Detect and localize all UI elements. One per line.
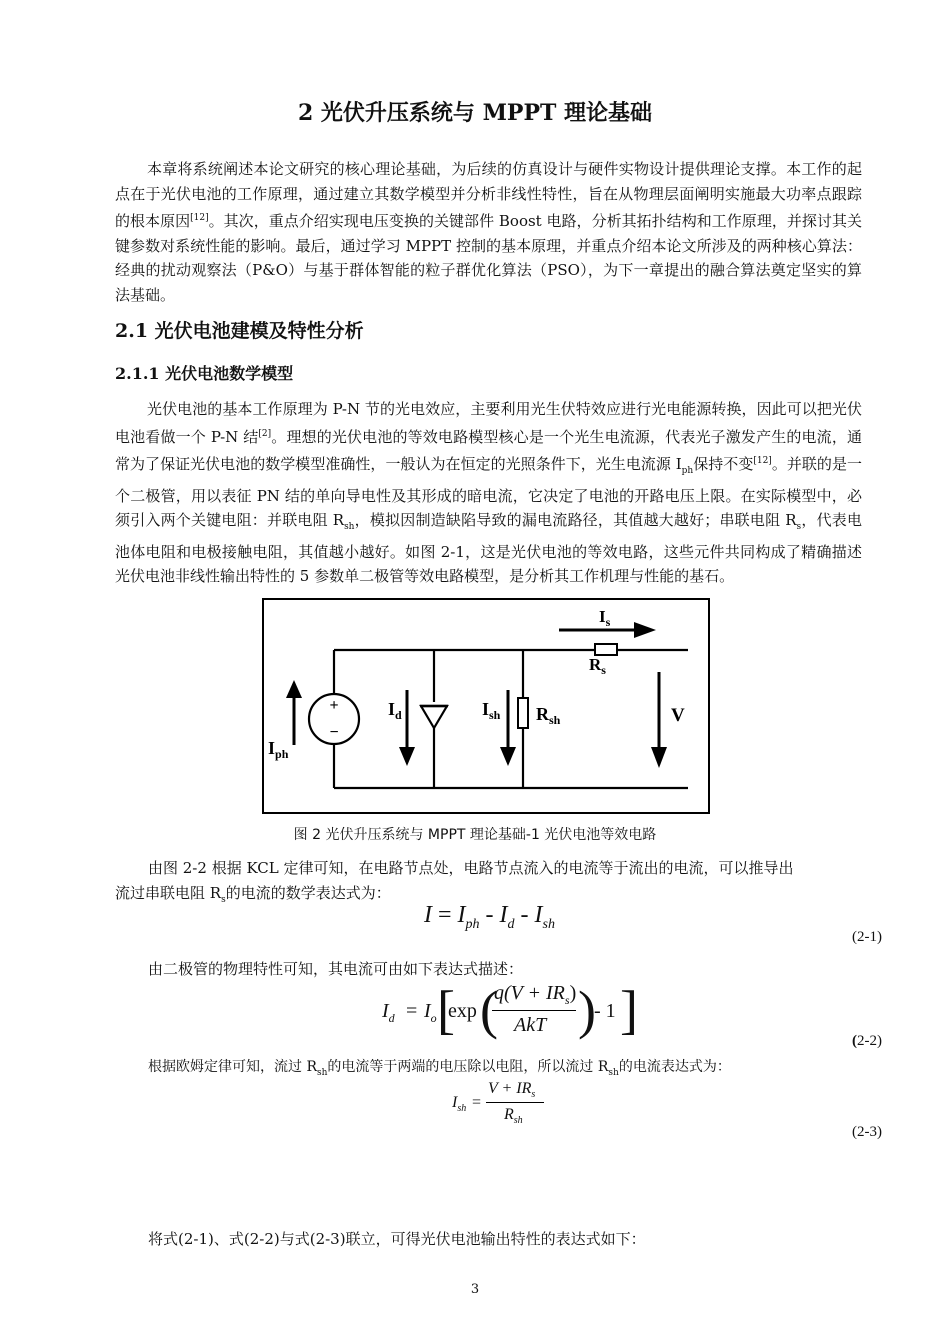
body-text: 根据欧姆定律可知，流过 R [148, 1059, 317, 1075]
diode-icon [421, 706, 447, 728]
model-paragraph [115, 397, 862, 589]
rs-label: $R_s$ [589, 655, 606, 677]
rs-resistor-icon [595, 644, 617, 655]
section-heading-2-1-1: 2.1.1 光伏电池数学模型 [115, 364, 294, 383]
page-number: 3 [470, 1282, 480, 1297]
citation: [12] [753, 456, 772, 466]
is-arrow-head-icon [634, 622, 656, 638]
equation-number-2-3: (2-3) [852, 1124, 882, 1140]
subscript: ph [681, 466, 694, 476]
chapter-title: 2 光伏升压系统与 MPPT 理论基础 [297, 100, 653, 126]
plus-sign: + [329, 697, 339, 714]
intro-paragraph [115, 157, 862, 307]
body-text: ，模拟因制造缺陷导致的漏电流路径，其值越大越好；串联电阻 R [354, 511, 797, 529]
iph-label: $I_{ph}$ [268, 738, 289, 761]
body-text: 的电流表达式为： [618, 1059, 731, 1075]
equation-number-2-2: (2-2) [852, 1033, 882, 1049]
ohm-text-line [148, 1055, 731, 1085]
body-text: 。理想的光伏电池的等效电路模型核心是一个光生电流源，代表光子激发产生的电流，通常为了保证光伏电池的数学模型准确性，一般认为在恒定的光照条件下，光生电流源 I [115, 427, 862, 473]
subscript: sh [317, 1067, 328, 1078]
subscript: sh [608, 1067, 619, 1078]
ish-arrow-head-icon [500, 747, 516, 766]
body-text: 光伏电池的基本工作原理为 P-N 节的光电效应，主要利用光生伏特效应进行光电能源转换，因此可以把光伏电池看做一个 P-N 结 [115, 400, 862, 446]
subscript: s [221, 895, 226, 905]
body-text: 流过串联电阻 R [115, 884, 222, 902]
section-heading-2-1: 2.1 光伏电池建模及特性分析 [115, 320, 364, 342]
iph-arrow-head-icon [286, 680, 302, 698]
v-arrow-head-icon [651, 747, 667, 768]
rsh-resistor-icon [518, 698, 528, 728]
equation-2-3: $I_{sh}$ = $V + IR_s$ $R_{sh}$ [452, 1080, 562, 1130]
citation: [12] [190, 213, 209, 223]
subscript: sh [344, 522, 355, 532]
minus-sign: − [329, 724, 339, 741]
id-label: $I_d$ [388, 699, 402, 722]
final-text-line: 将式(2-1)、式(2-2)与式(2-3)联立，可得光伏电池输出特性的表达式如下： [148, 1230, 646, 1248]
kcl-line-1: 由图 2-2 根据 KCL 定律可知，在电路节点处，电路节点流入的电流等于流出的电流，可以推导出 [148, 859, 794, 877]
kcl-line-2 [115, 881, 391, 912]
equation-2-1: $I = I_{ph} - I_d - I_{sh}$ [424, 902, 555, 932]
equation-number-2-1: (2-1) [852, 929, 882, 945]
equation-2-2: $I_d$ = $I_o$ [ exp ( $q(V + IR_s)$ AkT ) - 1 ] [382, 980, 638, 1040]
body-text: 的电流等于两端的电压除以电阻，所以流过 R [327, 1059, 609, 1075]
figure-caption: 图 2 光伏升压系统与 MPPT 理论基础-1 光伏电池等效电路 [293, 827, 657, 843]
body-text: 的电流的数学表达式为： [225, 884, 391, 902]
ish-label: $I_{sh}$ [482, 699, 501, 722]
body-text: 保持不变 [693, 455, 754, 473]
intro-text-2: 。其次，重点介绍实现电压变换的关键部件 Boost 电路，分析其拓扑结构和工作原理，并探讨其关键参数对系统性能的影响。最后，通过学习 MPPT 控制的基本原理，并重点介绍本论文所涉及的两种核心算法：经典的扰动观察法（P&O）与基于群体智能的粒子群优化算法（PSO），为下一章提出的融合算法奠定坚实的算法基础。 [115, 212, 862, 304]
body-text: ，代表电池体电阻和电极接触电阻，其值越小越好。如图 2-1，这是光伏电池的等效电路，这些元件共同构成了精确描述光伏电池非线性输出特性的 5 参数单二极管等效电路模型，是分析其工作机理与性能的基石。 [115, 511, 862, 585]
body-text: 。并联的是一个二极管，用以表征 PN 结的单向导电性及其形成的暗电流，它决定了电池的开路电压上限。在实际模型中，必须引入两个关键电阻：并联电阻 R [115, 455, 862, 529]
subscript: s [796, 522, 802, 532]
id-arrow-head-icon [399, 747, 415, 766]
diode-text-line: 由二极管的物理特性可知，其电流可由如下表达式描述： [148, 960, 524, 978]
citation: [2] [258, 428, 272, 439]
circuit-figure [262, 598, 710, 814]
equivalent-circuit-diagram [264, 600, 708, 812]
rsh-label: $R_{sh}$ [536, 704, 561, 727]
is-label: $I_s$ [599, 607, 611, 629]
v-label: V [671, 705, 685, 726]
intro-text-1: 本章将系统阐述本论文研究的核心理论基础，为后续的仿真设计与硬件实物设计提供理论支撑。本工作的起点在于光伏电池的工作原理，通过建立其数学模型并分析非线性特性，旨在从物理层面阐明实施最大功率点跟踪的根本原因 [115, 160, 862, 230]
